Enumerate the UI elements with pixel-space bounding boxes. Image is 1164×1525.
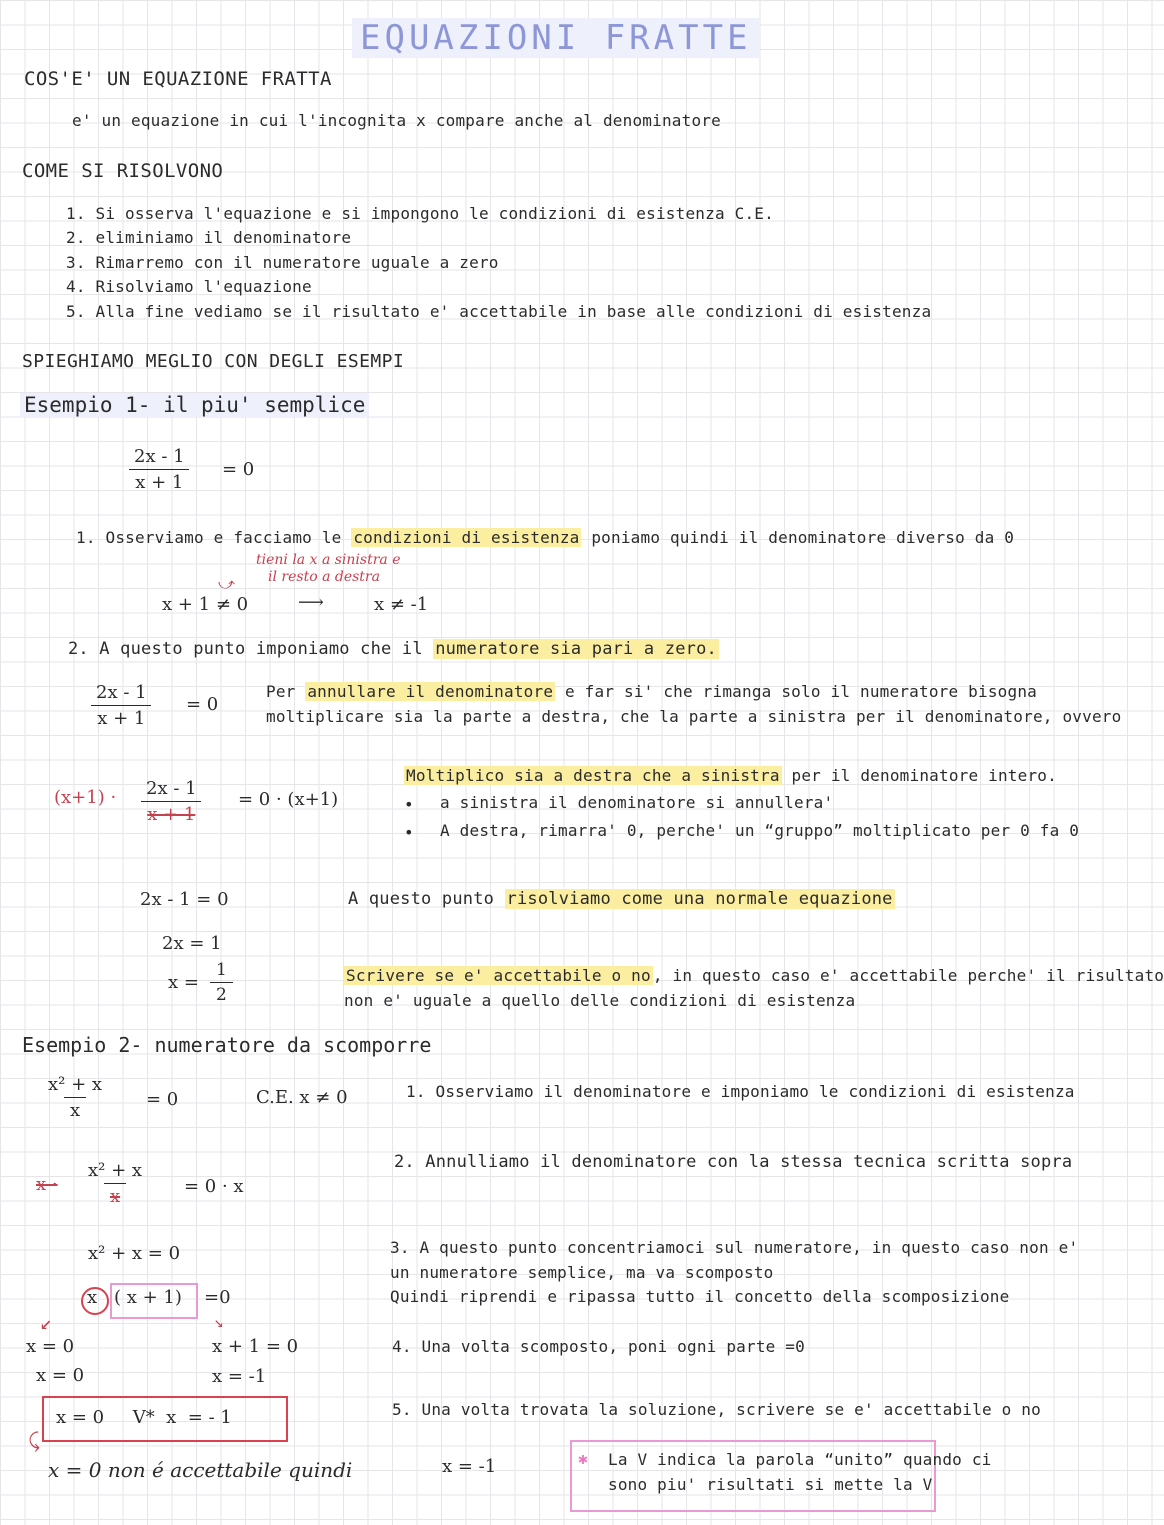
multiplied-rhs: = 0 · (x+1) xyxy=(238,789,339,810)
bullet-icon: • xyxy=(404,795,414,814)
multiplier-crossed: (x+1) · xyxy=(54,787,117,808)
step-item: 3. Rimarremo con il numeratore uguale a zero xyxy=(66,253,499,272)
bullet-text: A destra, rimarra' 0, perche' un “gruppo” moltiplicato per 0 fa 0 xyxy=(440,821,1080,840)
example2-heading: Esempio 2- numeratore da scomporre xyxy=(22,1033,432,1057)
explanation-line2: moltiplicare sia la parte a destra, che la parte a sinistra per il denominatore, ovvero xyxy=(266,707,1122,726)
solution-right-1: x + 1 = 0 xyxy=(212,1336,299,1357)
solve-line-a: 2x - 1 = 0 xyxy=(140,889,229,910)
example2-line-a: x² + x = 0 xyxy=(88,1243,181,1264)
arrow-down-right-icon: ↘ xyxy=(214,1312,224,1331)
ce-left: x + 1 ≠ 0 xyxy=(162,594,249,615)
example2-step5: 5. Una volta trovata la soluzione, scrivere se e' accettabile o no xyxy=(392,1400,1041,1419)
arrow-down-left-icon: ↙ xyxy=(40,1310,53,1334)
solution-left-2: x = 0 xyxy=(36,1365,85,1386)
accept-line1: Scrivere se e' accettabile o no , in questo caso e' accettabile perche' il risultato xyxy=(346,966,1164,985)
page-title: EQUAZIONI FRATTE xyxy=(352,18,760,58)
note-line2: sono piu' risultati si mette la V xyxy=(608,1475,933,1494)
solution-left-1: x = 0 xyxy=(26,1336,75,1357)
example2-step4: 4. Una volta scomposto, poni ogni parte =0 xyxy=(392,1337,805,1356)
factor-group: ( x + 1) xyxy=(114,1287,182,1308)
solve-explanation: A questo punto risolviamo come una normale equazione xyxy=(348,889,893,909)
example2-step3-line2: un numeratore semplice, ma va scomposto xyxy=(390,1263,774,1282)
note-line1: La V indica la parola “unito” quando ci xyxy=(608,1450,992,1469)
example1-heading: Esempio 1- il piu' semplice xyxy=(20,393,369,417)
equals-zero: = 0 xyxy=(146,1089,179,1110)
fraction-numerator: 2x - 1 xyxy=(134,446,185,467)
equals-zero: = 0 xyxy=(186,694,219,715)
example1-fraction-3 xyxy=(140,778,203,825)
example1-step1: 1. Osserviamo e facciamo le condizioni di esistenza poniamo quindi il denominatore diverso da 0 xyxy=(76,528,1015,547)
final-statement: x = 0 non é accettabile quindi xyxy=(48,1458,353,1482)
step-item: 2. eliminiamo il denominatore xyxy=(66,228,352,247)
solve-line-b: 2x = 1 xyxy=(162,933,222,954)
fraction-numerator: x² + x xyxy=(88,1160,143,1181)
fraction-denominator-cancelled: x xyxy=(104,1183,126,1207)
star-icon: ✱ xyxy=(578,1449,588,1468)
multiplier-crossed: x · xyxy=(36,1174,58,1195)
definition-text: e' un equazione in cui l'incognita x compare anche al denominatore xyxy=(72,111,721,130)
example2-fraction xyxy=(42,1074,108,1121)
heading-esempi: SPIEGHIAMO MEGLIO CON DEGLI ESEMPI xyxy=(22,351,405,372)
arrow-icon: ⟶ xyxy=(298,592,324,613)
step-item: 5. Alla fine vediamo se il risultato e' accettabile in base alle condizioni di esistenza xyxy=(66,302,932,321)
equals-zero: = 0 xyxy=(222,459,255,480)
fraction-denominator: x xyxy=(64,1097,86,1121)
ce-right: x ≠ -1 xyxy=(374,594,429,615)
step-item: 4. Risolviamo l'equazione xyxy=(66,277,312,296)
example2-step3-line3: Quindi riprendi e ripassa tutto il concetto della scomposizione xyxy=(390,1287,1010,1306)
multiplication-explanation: Moltiplico sia a destra che a sinistra per il denominatore intero. xyxy=(406,766,1057,785)
example1-fraction xyxy=(128,446,191,493)
multiplied-rhs: = 0 · x xyxy=(184,1176,244,1197)
example2-step3-line1: 3. A questo punto concentriamoci sul numeratore, in questo caso non e' xyxy=(390,1238,1079,1257)
bullet-text: a sinistra il denominatore si annullera' xyxy=(440,793,834,812)
example2-step2: 2. Annulliamo il denominatore con la stessa tecnica scritta sopra xyxy=(394,1152,1073,1172)
handwritten-note: tieni la x a sinistra e il resto a destra xyxy=(256,552,401,585)
final-solution: x = -1 xyxy=(442,1456,497,1477)
solution-right-2: x = -1 xyxy=(212,1366,267,1387)
curved-arrow-icon: ⤹ xyxy=(28,1428,40,1452)
fraction-denominator-cancelled: x + 1 xyxy=(141,801,201,825)
bullet-icon: • xyxy=(404,823,414,842)
factor-equals: =0 xyxy=(204,1287,231,1308)
heading-cos-e: COS'E' UN EQUAZIONE FRATTA xyxy=(24,68,332,90)
curved-arrow-icon: ⤻ xyxy=(218,574,236,593)
one-half: $\frac{1}{2}$ xyxy=(210,960,233,1005)
example1-step2: 2. A questo punto imponiamo che il numeratore sia pari a zero. xyxy=(68,639,717,659)
factor-x: x xyxy=(87,1287,98,1308)
fraction-numerator: x² + x xyxy=(48,1074,103,1095)
ce-condition: C.E. x ≠ 0 xyxy=(256,1087,348,1108)
example1-fraction-2 xyxy=(90,682,153,729)
explanation-line1: Per annullare il denominatore e far si' che rimanga solo il numeratore bisogna xyxy=(266,682,1037,701)
example2-fraction-2 xyxy=(82,1160,148,1207)
step-item: 1. Si osserva l'equazione e si impongono le condizioni di esistenza C.E. xyxy=(66,204,774,223)
example2-step1: 1. Osserviamo il denominatore e imponiamo le condizioni di esistenza xyxy=(406,1082,1075,1101)
fraction-numerator: 2x - 1 xyxy=(146,778,197,799)
fraction-denominator: x + 1 xyxy=(129,469,189,493)
heading-come-si-risolvono: COME SI RISOLVONO xyxy=(22,160,224,182)
solve-line-c: x = xyxy=(168,972,199,993)
fraction-denominator: x + 1 xyxy=(91,705,151,729)
fraction-numerator: 2x - 1 xyxy=(96,682,147,703)
accept-line2: non e' uguale a quello delle condizioni di esistenza xyxy=(344,991,856,1010)
solutions-box-text: x = 0 V* x = - 1 xyxy=(56,1407,232,1428)
